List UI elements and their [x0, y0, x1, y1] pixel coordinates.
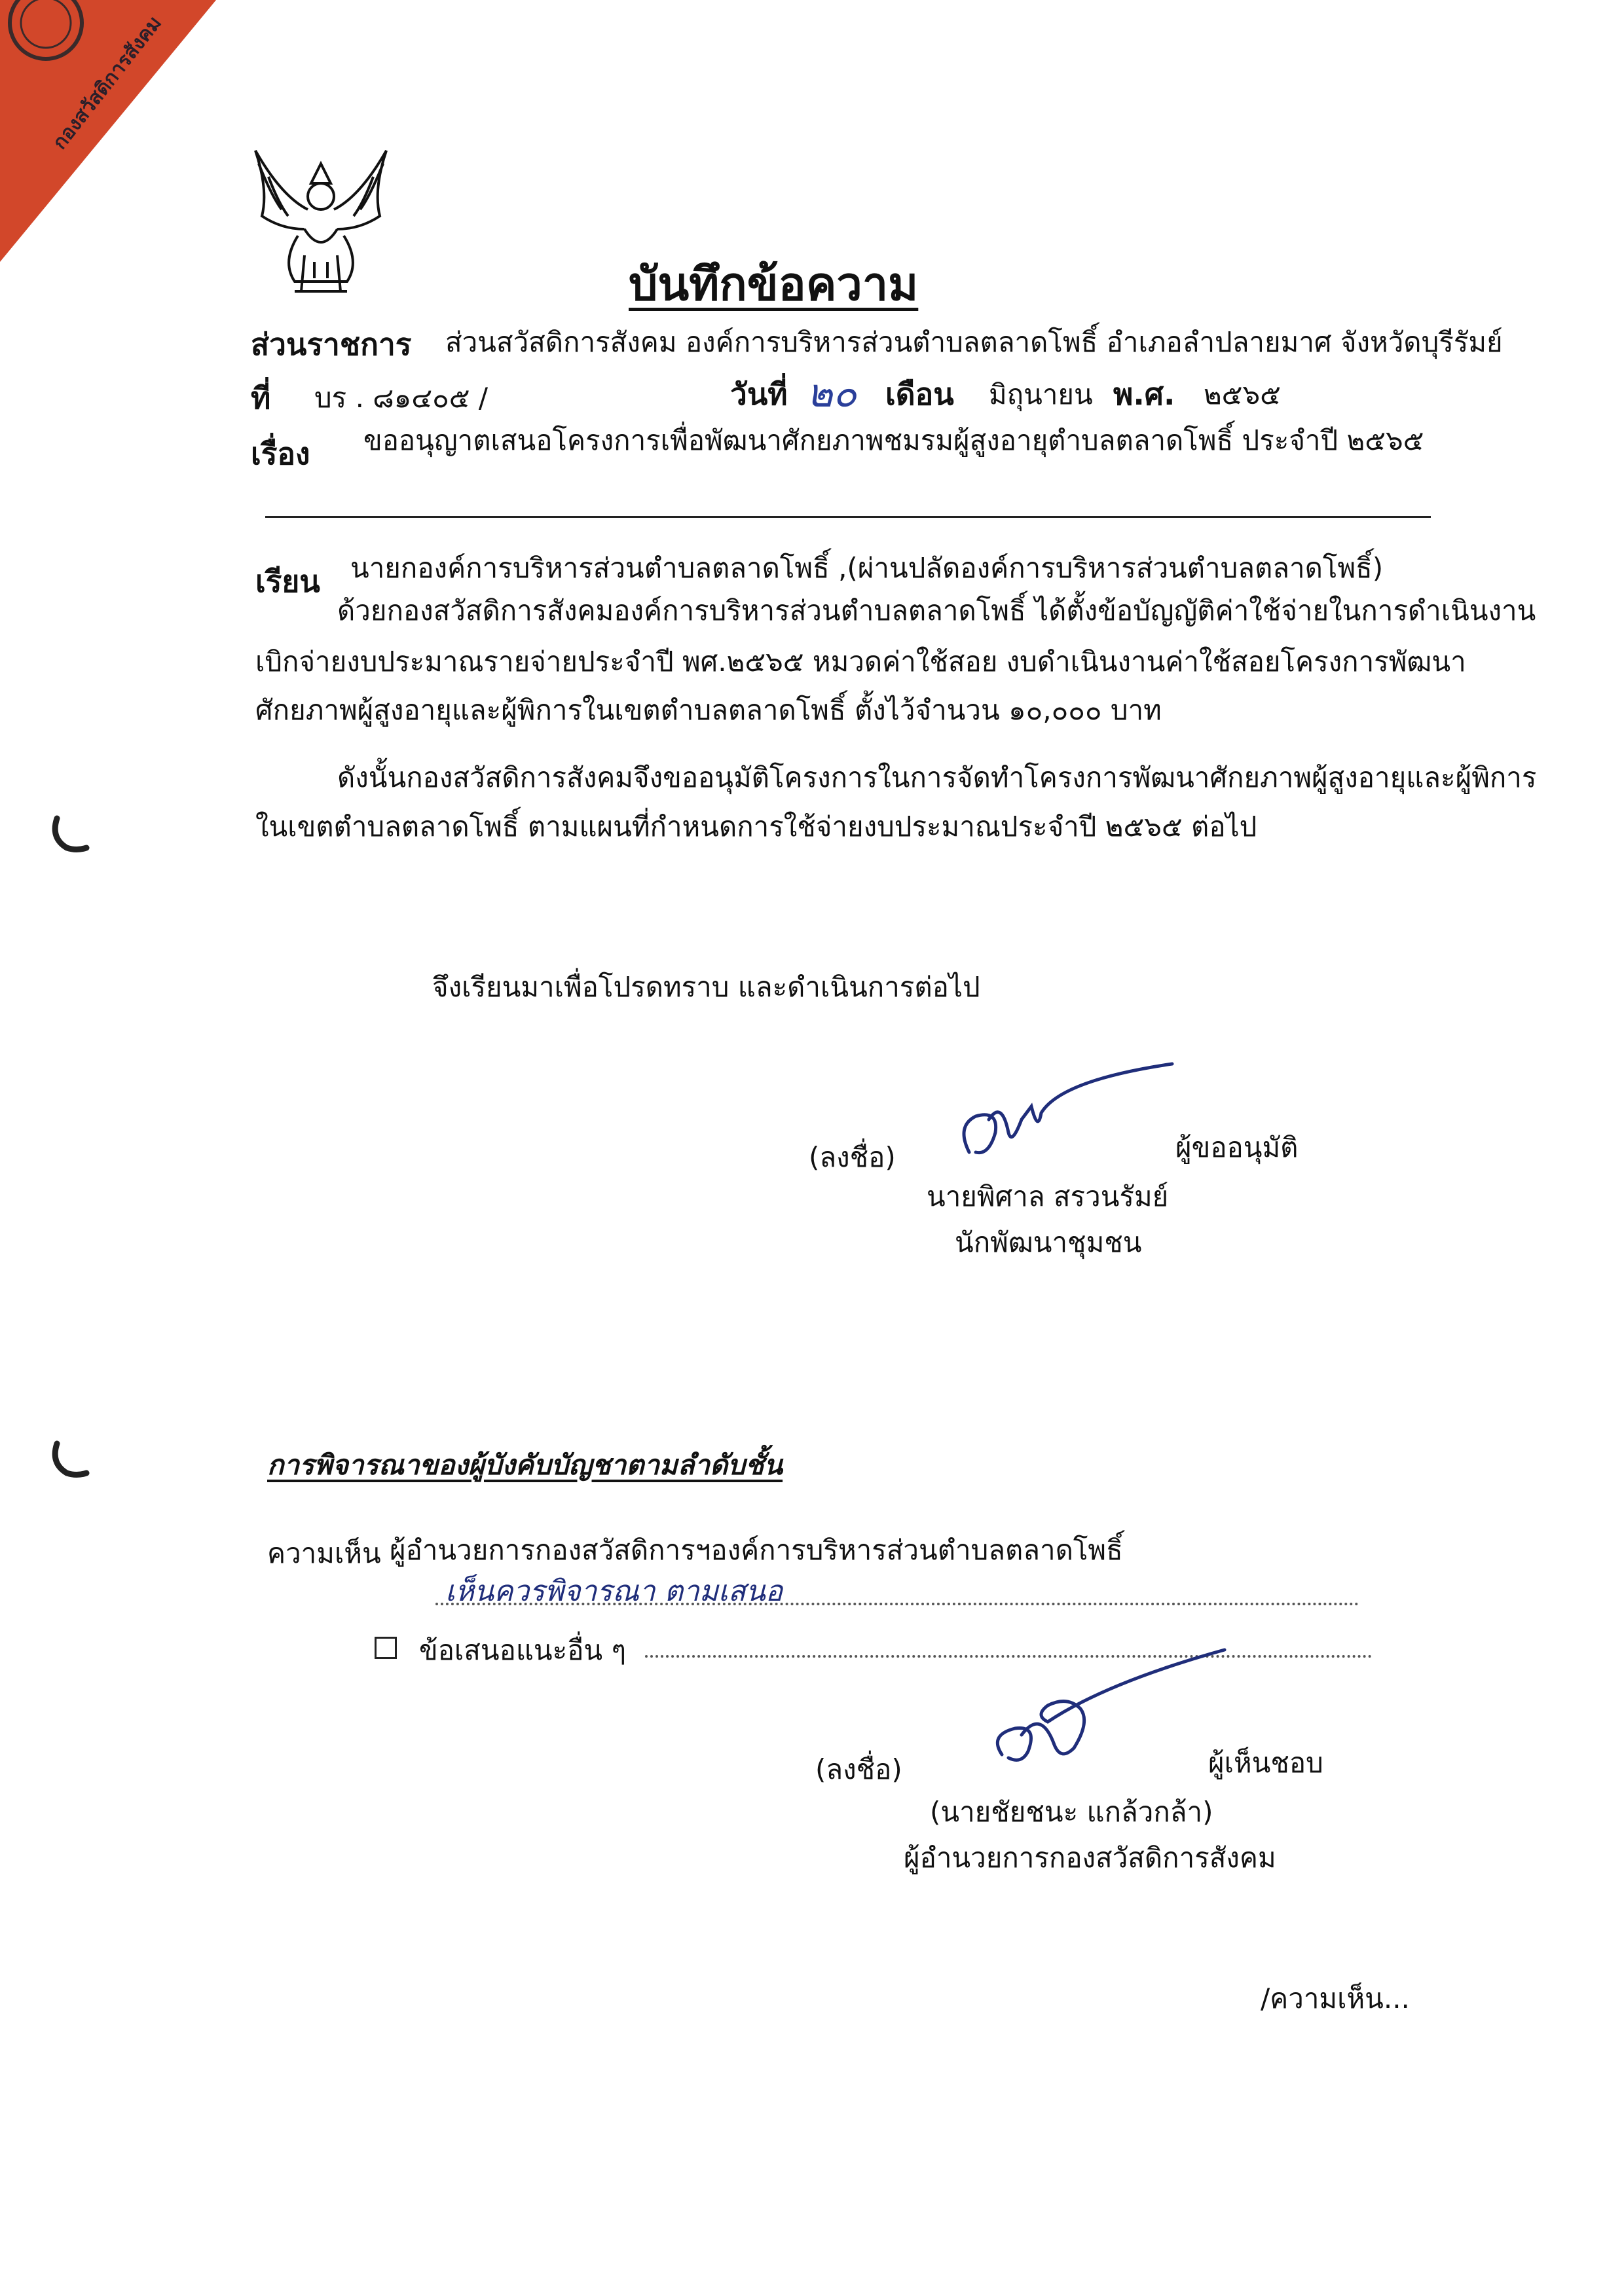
to-value: นายกองค์การบริหารส่วนตำบลตลาดโพธิ์ ,(ผ่านปลัดองค์การบริหารส่วนตำบลตลาดโพธิ์)	[350, 552, 1384, 584]
year-label: พ.ศ.	[1113, 376, 1175, 412]
other-suggestion-label: ข้อเสนอแนะอื่น ๆ	[419, 1634, 627, 1666]
opinion-label: ความเห็น	[267, 1537, 381, 1569]
other-suggestion-checkbox[interactable]	[375, 1637, 397, 1659]
document-title: บันทึกข้อความ	[629, 257, 919, 311]
garuda-emblem-icon	[242, 137, 399, 298]
agency-value: ส่วนสวัสดิการสังคม องค์การบริหารส่วนตำบลตลาดโพธิ์ อำเภอลำปลายมาศ จังหวัดบุรีรัมย์	[445, 326, 1503, 358]
ref-label: ที่	[251, 380, 271, 416]
sign1-role: ผู้ขออนุมัติ	[1175, 1131, 1299, 1163]
para1-line3: ศักยภาพผู้สูงอายุและผู้พิการในเขตตำบลตลาดโพธิ์ ตั้งไว้จำนวน ๑๐,๐๐๐ บาท	[255, 694, 1162, 726]
agency-label: ส่วนราชการ	[251, 327, 412, 362]
subject-value: ขออนุญาตเสนอโครงการเพื่อพัฒนาศักยภาพชมรมผู้สูงอายุตำบลตลาดโพธิ์ ประจำปี ๒๕๖๕	[363, 424, 1424, 456]
corner-stamp-tab	[0, 0, 262, 262]
month-value: มิถุนายน	[989, 378, 1093, 410]
date-label: วันที่	[730, 376, 788, 412]
para1-line2: เบิกจ่ายงบประมาณรายจ่ายประจำปี พศ.๒๕๖๕ หมวดค่าใช้สอย งบดำเนินงานค่าใช้สอยโครงการพัฒนา	[255, 646, 1466, 678]
punch-hole-mark	[47, 812, 93, 858]
continuation-note: /ความเห็น...	[1261, 1982, 1410, 2014]
sign1-position: นักพัฒนาชุมชน	[955, 1226, 1142, 1258]
punch-hole-mark	[47, 1437, 93, 1483]
consideration-heading: การพิจารณาของผู้บังคับบัญชาตามลำดับชั้น	[267, 1449, 783, 1481]
subject-label: เรื่อง	[251, 436, 310, 471]
opinion-of: ผู้อำนวยการกองสวัสดิการฯองค์การบริหารส่วนตำบลตลาดโพธิ์	[390, 1534, 1123, 1566]
opinion-dotted-line	[435, 1603, 1359, 1605]
year-value: ๒๕๖๕	[1204, 378, 1281, 410]
para1-line1: ด้วยกองสวัสดิการสังคมองค์การบริหารส่วนตำบลตลาดโพธิ์ ได้ตั้งข้อบัญญัติค่าใช้จ่ายในการดำเนินงาน	[337, 594, 1536, 627]
sign1-name: นายพิศาล สรวนรัมย์	[927, 1180, 1169, 1212]
handwritten-opinion: เห็นควรพิจารณา ตามเสนอ	[445, 1575, 783, 1608]
closing-line: จึงเรียนมาเพื่อโปรดทราบ และดำเนินการต่อไป	[432, 971, 980, 1003]
para2-line2: ในเขตตำบลตลาดโพธิ์ ตามแผนที่กำหนดการใช้จ่ายงบประมาณประจำปี ๒๕๖๕ ต่อไป	[255, 811, 1257, 843]
month-label: เดือน	[885, 376, 954, 412]
signature2-mark	[976, 1630, 1238, 1774]
corner-stamp-text: กองสวัสดิการสังคม	[48, 12, 166, 154]
sign2-name: (นายชัยชนะ แกล้วกล้า)	[930, 1796, 1213, 1828]
sign2-label: (ลงชื่อ)	[815, 1753, 902, 1785]
to-label: เรียน	[255, 564, 320, 599]
date-day-handwritten: ๒๐	[807, 371, 857, 416]
sign1-label: (ลงชื่อ)	[809, 1141, 896, 1173]
header-divider	[265, 516, 1431, 518]
sign2-position: ผู้อำนวยการกองสวัสดิการสังคม	[904, 1842, 1276, 1874]
signature1-mark	[950, 1054, 1185, 1165]
para2-line1: ดังนั้นกองสวัสดิการสังคมจึงขออนุมัติโครงการในการจัดทำโครงการพัฒนาศักยภาพผู้สูงอายุและผู้พิการ	[337, 761, 1537, 793]
sign2-role: ผู้เห็นชอบ	[1208, 1747, 1323, 1779]
ref-value: บร . ๘๑๔๐๕ /	[314, 382, 489, 414]
